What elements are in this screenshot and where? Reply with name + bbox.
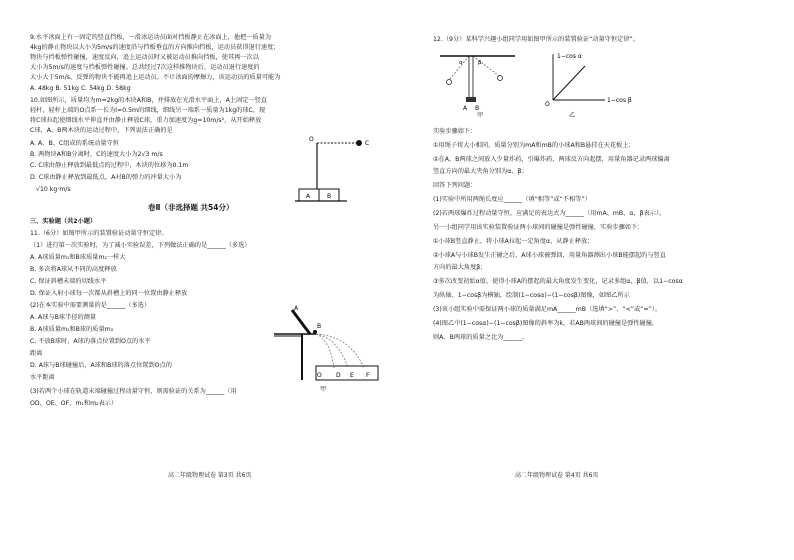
q12-label-b: B [475,105,480,112]
q11-p2-d: D. A球与B球碰撞后，A球和B球的落点位置到O点的 [30,362,172,369]
q10-label-o: O [309,136,314,143]
experiment-heading: 三、实验题（共2小题） [30,218,97,225]
q12-answer-prompt: 回答下列问题： [433,182,477,189]
q11-p1-d: D. 保证入射小球每一次都从斜槽上的同一位置由静止释放 [30,290,188,297]
q12-part4: (4)图乙中(1−cosα)−(1−cosβ)图像的斜率为k，若AB两球间的碰撞是弹性碰撞， [433,320,659,327]
q12-part1: (1)实验中所用两绳长度应______（填“相等”或“不相等”） [433,196,591,203]
q11-p2-c: C. 不放B球时，A球的落点位置到O点的水平 [30,338,151,345]
q10-option-a: A. A、B、C组成的系统动量守恒 [30,140,119,147]
q12-fig-jia-label: 甲 [477,112,484,119]
q11-label-a: A [294,305,299,312]
q12-step2-cont: 竖直方向的最大夹角分别为α、β； [433,168,528,175]
q11-part3-cont: OD、OE、OF、m₁和m₂表示） [30,400,118,407]
q11-part1: （1）进行第一次实验时，为了减小实验误差，下列做法正确的是______（多选） [30,242,251,249]
q11-figure [272,302,382,384]
q10-label-b: B [327,193,332,200]
q11-label-f: F [366,372,370,379]
q12-axis-x: 1−cos β [607,97,632,104]
q12-label-alpha: α [459,60,463,66]
q11-p1-a: A. A球质量m₁和B球质量m₂一样大 [30,254,126,261]
q12-figure-yi [545,50,645,110]
q12-axis-y: 1−cos α [557,53,582,60]
q12-part4-cont: 则A、B两球的质量之比为______。 [433,334,529,341]
right-footer: 高二年级物理试卷 第4页 共6页 [515,472,599,479]
q11-label-e: E [350,372,354,379]
q12-part3: (3)该小组实验中需保证两小球的质量满足mA______mB（选填“>”、“<”或“=”）。 [433,306,662,313]
q12-intro: 12.（9分）某科学兴趣小组同学用如图甲所示的装置验证“动量守恒定律”。 [433,36,639,43]
q11-p1-c: C. 保证斜槽末端的切线水平 [30,278,107,285]
q9-line5: 大小大于5m/s，反弹的物块不能再追上运动员。不计冰面的摩擦力，该运动员的质量可能为 [30,74,281,81]
q9-options: A. 48kg B. 51kg C. 54kg D. 58kg [30,85,131,92]
q12-label-beta: β [478,60,482,66]
q11-part3: (3)若两个小球在轨道末端碰撞过程动量守恒，则需验证的关系为______（用 [30,388,237,395]
q11-label-b: B [317,323,322,330]
q12-other-group: 另一小组同学用该实验装置验证两小球间的碰撞是弹性碰撞，实验步骤如下： [433,224,644,231]
q10-line3: 将C球拉起使细线水平伸直并由静止释放C球，重力加速度为g=10m/s²，从开始释放 [30,117,262,124]
q11-part2: (2)在本实验中需要测量的是______（多选） [30,302,151,309]
q9-line1: 9.水平冰面上有一固定的竖直挡板，一滑冰运动员面对挡板静止在冰面上，他把一质量为 [30,34,272,41]
q9-line4: 大小为5m/s的速度与挡板弹性碰撞。总共经过7次这样推物块后，运动员退行速度的 [30,64,260,71]
q11-intro: 11.（6分）如图甲所示的装置验证动量守恒定律。 [30,230,168,237]
q10-option-d: D. C球由静止释放到最低点，A对B的弹力的冲量大小为 [30,174,182,181]
q12-fig-yi-label: 乙 [569,112,576,119]
q12-other-step1: ①小球B竖直静止，将小球A拉起一定角度α，从静止释放； [433,238,594,245]
q12-other-step3-cont: 为纵轴、1−cosβ为横轴，绘制(1−cosα)−(1−cosβ)图像，如图乙所示 [433,292,630,299]
q10-line2: 轻杆，轻杆上端的O点系一长为l=0.5m的细线，细线另一端系一质量为1kg的球C，现 [30,107,266,114]
q12-label-a: A [463,105,468,112]
q12-other-step3: ③多次改变初始α值，使得小球A的摆起的最大角度发生变化，记录多组α、β值，以1−cosα [433,278,683,285]
q9-line3: 物块与挡板弹性碰撞，速度反向，追上运动员时又被运动员推向挡板，使其再一次以 [30,54,259,61]
q11-figure-label: 甲 [320,386,327,393]
q11-label-o: O [317,372,322,379]
q9-line2: 4kg的静止物块以大小为5m/s的速度沿与挡板垂直的方向推向挡板，运动员获得退行速度； [30,44,280,51]
q11-p2-c-cont: 距离 [30,350,43,357]
q10-label-c: C [365,140,370,147]
q11-label-d: D [336,372,341,379]
q12-part2: (2)若两球爆炸过程动量守恒，应满足的表达式为______（用mA、mB、α、β表示）。 [433,210,666,217]
q11-p2-a: A. A球与B球半径的测量 [30,314,97,321]
q12-other-step2-cont: 方向的最大角度β； [433,264,487,271]
section-title: 卷Ⅱ（非选择题 共54分） [148,203,234,212]
q10-label-a: A [306,193,311,200]
right-page [397,0,794,560]
q10-line1: 10.如图所示，质量均为m=2kg的木块A和B，并排放在光滑水平面上，A上固定一竖直 [30,97,268,104]
q11-p2-b: B. A球质量m₁和B球的质量m₂ [30,326,114,333]
q12-steps-title: 实验步骤如下： [433,128,477,135]
q12-origin: O [545,101,550,108]
q12-figure-jia [435,50,520,110]
q12-step2: ②在A、B两球之间放入少量炸药，引爆炸药，两球反方向起摆，用量角器记录两球偏离 [433,156,670,163]
left-footer: 高二年级物理试卷 第3页 共6页 [168,472,252,479]
q10-option-d-cont: √10 kg·m/s [36,186,71,193]
q10-option-b: B. 两物块A和B分离时，C的速度大小为2√3 m/s [30,151,163,158]
q10-option-c: C. C球由静止释放到最低点的过程中，木块的位移为0.1m [30,162,189,169]
q12-step1: ①用绳子将大小相同、质量分别为mA和mB的小球A和B悬挂在天花板上； [433,142,635,149]
q10-line4: C球，A、B两木块的运动过程中，下列说法正确的是 [30,127,173,134]
q11-p2-d-cont: 水平距离 [30,374,55,381]
q12-other-step2: ②小球A与小球B发生正碰之后，A球小球被弹回，用量角器测出小球B能摆起的与竖直 [433,252,666,259]
q10-figure [295,135,385,210]
q11-p1-b: B. 多次将A球从不同的高度释放 [30,266,117,273]
